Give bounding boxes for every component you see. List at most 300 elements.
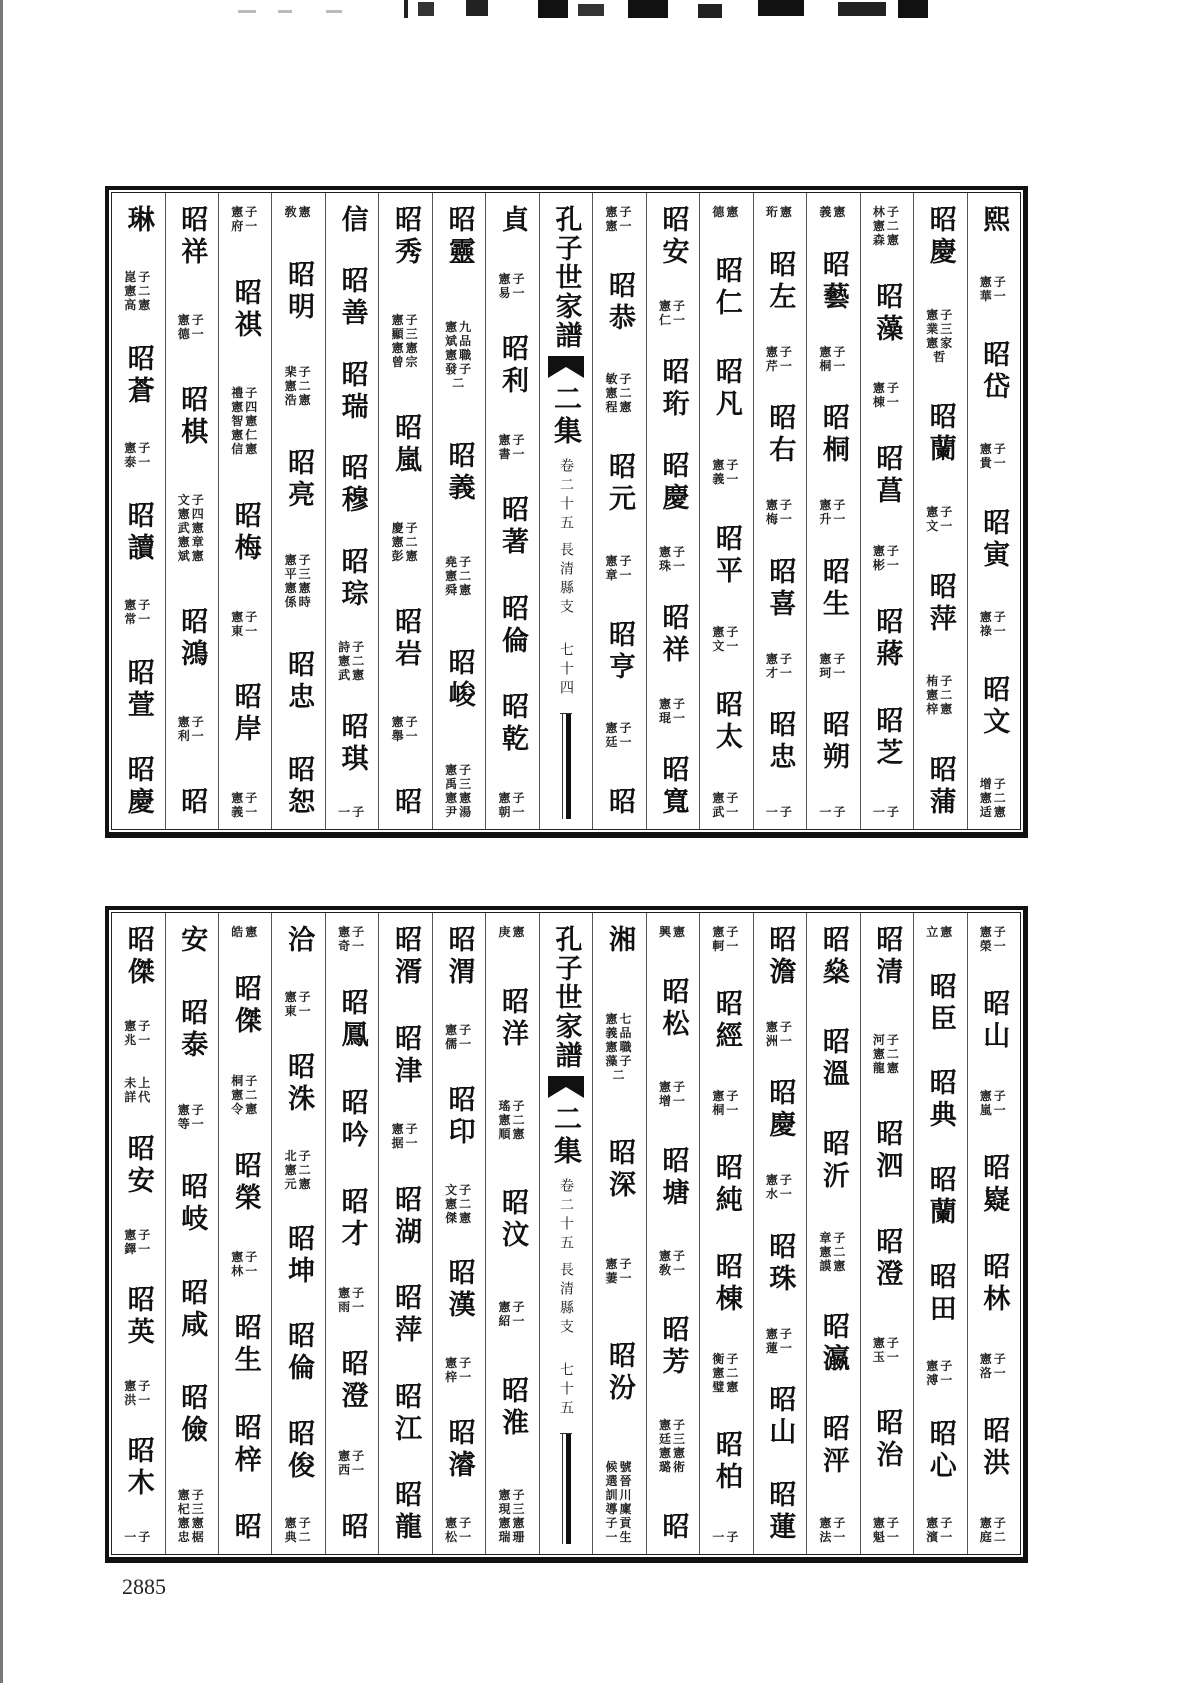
annotation-line: 憲子 [979,442,1008,457]
person-name: 昭英 [122,1285,154,1350]
annotation-line: 導廩 [605,1501,634,1516]
annotation-line: 義一 [231,804,260,819]
annotation [873,544,901,572]
annotation [285,1516,313,1544]
annotation [873,381,901,409]
person-name: 昭心 [924,1419,956,1484]
annotation-line: 憲子 [712,790,741,805]
annotation-line: 憲子 [712,624,741,639]
person-name: 昭利 [497,334,529,399]
person-name: 昭松 [657,977,689,1042]
person-name: 昭山 [978,988,1010,1053]
column-row [109,910,1023,1557]
annotation [499,272,527,300]
annotation-line: 憲子 [498,432,527,447]
annotation [712,205,740,219]
annotation [873,1516,901,1544]
annotation [499,791,527,819]
annotation-line: 憲子 [391,313,420,327]
annotation-line: 憲子 [498,1487,527,1502]
person-name: 昭萱 [122,658,154,723]
person-name: 昭坤 [283,1224,315,1289]
annotation-line: 桐一 [712,1102,741,1117]
annotation [712,458,740,486]
annotation-line: 憲子 [177,1487,206,1502]
annotation [499,433,527,461]
annotation-line: 鐸一 [124,1241,153,1256]
annotation-line: 常一 [124,611,153,626]
annotation-line: 憲子 [658,1079,687,1094]
person-name: 昭蘭 [924,1165,956,1230]
annotation-line: 棟一 [872,395,901,410]
annotation-line: 蓮一 [765,1340,794,1355]
annotation-line: 杞三 [177,1501,206,1516]
annotation-line: 憲子 [605,721,634,736]
person-name: 昭明 [283,260,315,324]
annotation-line: 据一 [391,1136,420,1150]
annotation-line: 憲子 [819,344,848,359]
person-name: 昭琪 [336,711,368,776]
page-number: 2885 [122,1574,166,1599]
annotation-line: 高憲 [124,297,153,312]
annotation-line: 軻一 [712,939,741,953]
annotation-line: 仁一 [658,313,687,327]
annotation-line: 憲二 [979,790,1008,805]
genealogy-column [486,913,539,1554]
person-name: 昭嵐 [390,413,422,477]
annotation [445,1023,473,1051]
annotation-line: 憲子 [872,381,901,396]
person-name: 昭深 [603,1137,635,1202]
person-name: 昭柏 [710,1430,742,1495]
annotation-line: 珩憲 [765,205,794,219]
annotation-line: 憲子 [338,1286,367,1301]
person-name: 昭蓮 [764,1479,796,1544]
annotation [445,555,473,597]
annotation-line: 憲子 [284,990,313,1005]
annotation-line: 憲子 [979,1515,1008,1530]
annotation-line: 憲憲 [498,1515,527,1530]
annotation-line: 憲子 [498,1300,527,1315]
annotation-line: 業三 [926,321,955,336]
genealogy-column [914,913,967,1554]
annotation-line: 現三 [498,1501,527,1516]
annotation [392,521,420,563]
annotation-line: 憲子 [284,1515,313,1530]
annotation-line: 憲子 [765,498,794,512]
annotation-line: 東一 [284,1004,313,1019]
genealogy-column [166,193,219,829]
annotation-line: 憲二 [124,283,153,298]
scan-edge-line [0,0,3,1683]
annotation-line: 增子 [979,776,1008,791]
annotation-line: 候號 [605,1459,634,1474]
annotation [178,715,206,743]
annotation-line: 雨一 [338,1300,367,1315]
annotation [445,763,473,819]
annotation-line: 一子 [819,805,848,819]
annotation-line: 憲二 [872,1047,901,1062]
section-label: 卷二十五 [558,1178,575,1254]
genealogy-page-upper [105,186,1028,838]
annotation-line: 憲子 [872,543,901,558]
annotation-line: 璧憲 [712,1380,741,1395]
annotation-line: 瑞珊 [498,1529,527,1544]
annotation [819,1516,847,1544]
annotation-line: 憲子 [658,697,687,711]
annotation [873,805,901,819]
annotation-line: 憲仁 [231,428,260,443]
annotation [926,308,954,364]
person-name: 昭漢 [443,1258,475,1323]
annotation [659,697,687,725]
annotation-line: 憲子 [124,440,153,455]
annotation [285,990,313,1018]
annotation [605,205,633,233]
annotation [926,1516,954,1544]
genealogy-column [593,193,646,829]
annotation-line: 曾宗 [391,355,420,369]
annotation-line: 智憲 [231,414,260,429]
annotation [178,313,206,341]
person-name: 昭梅 [229,500,261,565]
person-name: 昭喜 [764,556,796,621]
annotation [819,805,847,819]
person-name: 昭恕 [283,755,315,819]
person-name: 昭恭 [603,270,635,335]
person-name: 昭 [603,786,635,819]
annotation-line: 義一 [712,472,741,487]
genealogy-column [807,913,860,1554]
annotation-line: 憲子 [926,1515,955,1530]
person-name: 昭嶷 [978,1152,1010,1217]
annotation-line: 一生 [605,1529,634,1544]
annotation-line: 敎一 [658,1262,687,1277]
annotation-line: 憲子 [712,1088,741,1103]
person-name: 昭洪 [978,1416,1010,1481]
person-name: 昭 [336,1511,368,1544]
person-name: 昭龍 [390,1480,422,1544]
annotation-line: 憲二 [926,688,955,703]
person-name: 昭亨 [603,619,635,684]
person-name: 昭溫 [817,1027,849,1092]
annotation [338,1286,366,1314]
annotation-line: 憲一 [605,219,634,233]
annotation-line: 憲子 [498,790,527,805]
annotation [338,805,366,819]
person-name: 昭平 [710,523,742,588]
annotation [712,791,740,819]
person-name: 昭洙 [283,1051,315,1116]
person-name: 昭仁 [710,256,742,321]
annotation-line: 憲子 [445,1022,474,1037]
annotation-line: 敏子 [605,372,634,387]
annotation [980,275,1008,303]
person-name: 湘 [603,925,635,957]
annotation-line: 皓憲 [231,925,260,939]
annotation-line: 詩子 [338,640,367,655]
annotation-line: 德憲 [712,205,741,219]
annotation-line: 芹一 [765,358,794,373]
person-name: 昭棋 [176,385,208,449]
annotation-line: 憲子 [712,925,741,939]
annotation-line: 憲章 [177,535,206,549]
annotation-line: 立憲 [926,925,955,939]
person-name: 昭寬 [657,755,689,819]
annotation-line: 龍憲 [872,1061,901,1076]
annotation-line: 桐子 [231,1073,260,1088]
cropped-header-fragment [238,0,941,22]
annotation-line: 溥一 [926,1372,955,1387]
annotation-line: 藻子 [605,1054,634,1069]
annotation [926,505,954,533]
person-name: 昭傑 [229,974,261,1039]
annotation [819,205,847,219]
annotation-line: 憲二 [391,535,420,549]
annotation [338,640,366,682]
annotation [231,610,259,638]
annotation-line: 憲二 [605,386,634,401]
annotation-line: 章子 [819,1231,848,1246]
annotation-line: 憲子 [338,1448,367,1463]
annotation-line: 哲 [933,349,948,364]
person-name: 昭湖 [390,1184,422,1249]
annotation-line: 憲子 [605,205,634,219]
person-name: 昭生 [817,556,849,621]
person-name: 昭印 [443,1084,475,1149]
person-name: 琳 [122,205,154,237]
annotation-line: 憲子 [231,609,260,624]
annotation-line: 憲七 [605,1012,634,1027]
annotation [712,625,740,653]
annotation-line: 禮子 [231,386,260,401]
annotation [659,925,687,939]
annotation [124,1530,152,1544]
person-name: 洽 [283,925,315,957]
annotation [659,1418,687,1474]
person-name: 昭寅 [978,507,1010,572]
annotation-line: 洪一 [124,1392,153,1407]
annotation-line: 憲子 [605,1257,634,1272]
person-name: 昭芳 [657,1315,689,1380]
person-name: 昭濬 [443,1418,475,1483]
annotation-line: 林子 [872,205,901,219]
genealogy-column [861,193,914,829]
annotation-line: 憲憲 [177,1515,206,1530]
annotation-line: 訓川 [605,1487,634,1502]
person-name: 昭純 [710,1152,742,1217]
annotation-line: 憲職 [445,347,474,362]
annotation [124,1379,152,1407]
person-name: 昭咸 [176,1277,208,1342]
fishtail-mark-icon [547,1076,585,1098]
annotation-line: 憲二 [445,569,474,584]
annotation-line: 慶子 [391,521,420,535]
annotation-line: 憲子 [445,762,474,777]
person-name: 昭 [390,787,422,819]
person-name: 昭鳳 [336,988,368,1053]
annotation-line: 憲憲 [284,581,313,595]
genealogy-column [754,193,807,829]
annotation-line: 憲二 [338,654,367,669]
annotation-line: 典二 [284,1529,313,1544]
annotation-line: 梓憲 [926,702,955,717]
annotation [819,652,847,680]
person-name: 昭梓 [229,1412,261,1477]
annotation-line: 舜憲 [445,583,474,598]
annotation-line: 憲子 [765,1326,794,1341]
annotation-line: 憲二 [284,379,313,393]
annotation [873,1336,901,1364]
person-name: 昭太 [710,689,742,754]
annotation-line: 令憲 [231,1101,260,1116]
section-label: 卷二十五 [558,458,575,534]
annotation-line: 憲子 [926,1358,955,1373]
person-name: 昭吟 [336,1087,368,1152]
annotation-line: 憲子 [445,1515,474,1530]
annotation-line: 係時 [284,595,313,609]
branch-label: 長清縣支 [558,1262,575,1338]
folio-number: 七十四 [558,642,575,699]
annotation-line: 等一 [177,1117,206,1132]
person-name: 昭倫 [283,1321,315,1386]
annotation-line: 文子 [177,493,206,507]
branch-label: 長清縣支 [558,542,575,618]
person-name: 昭讀 [122,501,154,566]
annotation [766,1173,794,1201]
annotation [445,1183,473,1225]
annotation-line: 璐術 [658,1459,687,1474]
annotation [124,1076,152,1104]
person-name: 昭淮 [497,1376,529,1441]
genealogy-column [326,913,379,1554]
annotation-line: 彬一 [872,557,901,572]
annotation-line: 憲子 [391,715,420,729]
person-name: 昭澹 [764,925,796,989]
annotation [659,545,687,573]
annotation [659,1080,687,1108]
person-name: 昭傑 [122,925,154,989]
annotation [605,554,633,582]
annotation-line: 武憲 [177,521,206,535]
annotation-line: 魁一 [872,1529,901,1544]
annotation-line: 憲憲 [658,1445,687,1460]
annotation-line: 嵐一 [979,1102,1008,1117]
genealogy-column [968,193,1020,829]
person-name: 昭朔 [817,710,849,775]
person-name: 昭慶 [764,1078,796,1143]
annotation-line: 憲九 [445,319,474,334]
person-name: 昭沂 [817,1129,849,1194]
annotation [231,925,259,939]
genealogy-column [647,193,700,829]
annotation-line: 林一 [231,1264,260,1279]
annotation-line: 憲子 [872,1515,901,1530]
annotation [712,1089,740,1117]
annotation-line: 平三 [284,567,313,581]
genealogy-column [219,913,272,1554]
column-row [109,190,1023,832]
annotation-line: 東一 [231,623,260,638]
genealogy-column [219,193,272,829]
person-name: 昭津 [390,1023,422,1088]
annotation-line: 水一 [765,1187,794,1202]
annotation [873,1033,901,1075]
person-name: 昭岱 [978,340,1010,405]
annotation-line: 玉一 [872,1349,901,1364]
annotation-line: 章一 [605,567,634,582]
annotation-line: 河子 [872,1033,901,1048]
person-name: 昭渭 [443,925,475,989]
annotation [392,1122,420,1150]
annotation-line: 一子 [712,1529,741,1544]
annotation [980,610,1008,638]
annotation [712,1530,740,1544]
person-name: 昭忠 [283,650,315,714]
person-name: 昭安 [122,1133,154,1198]
annotation-line: 易一 [498,285,527,300]
annotation-line: 憲子 [445,1356,474,1371]
annotation-line: 舉一 [391,729,420,743]
annotation-line: 兆一 [124,1032,153,1047]
annotation-line: 憲二 [872,219,901,233]
annotation-line: 武一 [712,804,741,819]
genealogy-column [326,193,379,829]
annotation [926,1359,954,1387]
annotation-line: 興憲 [658,925,687,939]
annotation-line: 憲子 [872,1335,901,1350]
annotation [980,777,1008,819]
genealogy-column [914,193,967,829]
annotation-line: 選晉 [605,1473,634,1488]
fishtail-mark-icon [547,356,585,378]
person-name: 昭祥 [657,603,689,667]
annotation-line: 憲子 [658,1248,687,1263]
person-name: 昭左 [764,249,796,314]
annotation-line: 二 [452,375,467,390]
annotation-line: 尹湯 [445,804,474,819]
genealogy-column [754,913,807,1554]
annotation [980,1352,1008,1380]
person-name: 昭澄 [336,1349,368,1414]
person-name: 昭泰 [176,998,208,1063]
annotation-line: 憲二 [819,1245,848,1260]
person-name: 昭塘 [657,1146,689,1211]
annotation [499,925,527,939]
volume-label: 二集 [550,1104,584,1168]
person-name: 昭靈 [443,205,475,269]
annotation-line: 發子 [445,361,474,376]
annotation [873,205,901,247]
annotation [231,386,259,456]
annotation-line: 義憲 [819,205,848,219]
person-name: 昭亮 [283,448,315,512]
person-name: 昭文 [978,675,1010,740]
annotation-line: 憲子 [765,344,794,359]
annotation [499,1099,527,1141]
annotation [605,721,633,749]
annotation [178,493,206,563]
annotation-line: 升一 [819,512,848,526]
annotation [659,1249,687,1277]
annotation-line: 憲子 [177,313,206,327]
annotation [445,1356,473,1384]
annotation [659,299,687,327]
annotation-line: 文子 [445,1182,474,1197]
annotation-line: 北子 [284,1148,313,1163]
annotation [124,1019,152,1047]
annotation [124,1228,152,1256]
